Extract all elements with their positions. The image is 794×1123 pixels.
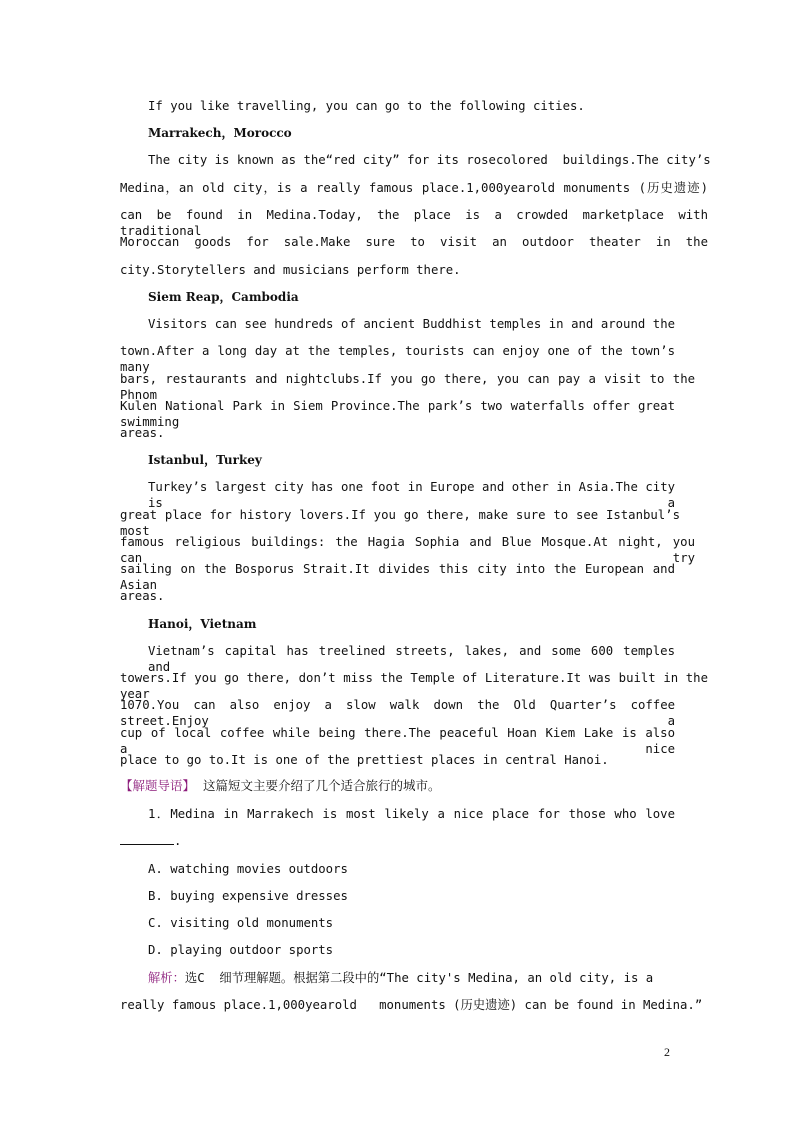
paragraph-line: Vietnam’s capital has treelined streets, lakes, and some 600 temples and [148, 644, 675, 674]
paragraph-line: place to go to.It is one of the prettiest places in central Hanoi. [120, 753, 609, 767]
paragraph-line: Moroccan goods for sale.Make sure to visit an outdoor theater in the [120, 235, 708, 249]
option-d: D. playing outdoor sports [148, 943, 334, 957]
section-heading-hanoi: Hanoi，Vietnam [148, 617, 257, 631]
paragraph-line: 1070.You can also enjoy a slow walk down the Old Quarter’s coffee street.Enjoy a [120, 698, 675, 728]
analysis-line: really famous place.1,000yearold monuments (历史遗迹) can be found in Medina.” [120, 998, 703, 1012]
paragraph-line: towers.If you go there, don’t miss the Temple of Literature.It was built in the year [120, 671, 708, 701]
paragraph-line: Medina，an old city，is a really famous place.1,000yearold monuments (历史遗迹) [120, 181, 708, 195]
guide-line [0, 778, 794, 794]
page-number: 2 [664, 1045, 670, 1059]
section-heading-siem-reap: Siem Reap，Cambodia [148, 290, 299, 304]
question-stem: 1．Medina in Marrakech is most likely a nice place for those who love [148, 807, 675, 821]
analysis-line [0, 970, 794, 986]
paragraph-line: city.Storytellers and musicians perform there. [120, 263, 461, 277]
paragraph-line: great place for history lovers.If you go there, make sure to see Istanbul’s most [120, 508, 680, 538]
paragraph-line: cup of local coffee while being there.The peaceful Hoan Kiem Lake is also a nice [120, 726, 675, 756]
analysis-text: 选C 细节理解题。根据第二段中的“The city's Medina, an old city, is a [184, 971, 654, 985]
section-heading-marrakech: Marrakech，Morocco [148, 126, 292, 140]
intro-text: If you like travelling, you can go to the following cities. [148, 99, 585, 113]
paragraph-line: areas. [120, 589, 165, 603]
paragraph-line: famous religious buildings: the Hagia Sophia and Blue Mosque.At night, you can try [120, 535, 695, 565]
analysis-tag: 解析： [148, 971, 185, 985]
paragraph-line: areas. [120, 426, 165, 440]
paragraph-line: Visitors can see hundreds of ancient Buddhist temples in and around the [148, 317, 675, 331]
blank-line [120, 833, 174, 845]
paragraph-line: can be found in Medina.Today, the place is a crowded marketplace with traditional [120, 208, 708, 238]
paragraph-line: Turkey’s largest city has one foot in Europe and other in Asia.The city is a [148, 480, 675, 510]
answer-blank: . [0, 833, 794, 849]
paragraph-line: town.After a long day at the temples, tourists can enjoy one of the town’s many [120, 344, 675, 374]
option-a: A. watching movies outdoors [148, 862, 348, 876]
paragraph-line: The city is known as the“red city” for its rosecolored buildings.The city’s [148, 153, 711, 167]
guide-tag: 【解题导语】 [120, 778, 196, 793]
section-heading-istanbul: Istanbul，Turkey [148, 453, 262, 467]
option-c: C. visiting old monuments [148, 916, 334, 930]
option-b: B. buying expensive dresses [148, 889, 348, 903]
paragraph-line: sailing on the Bosporus Strait.It divides this city into the European and Asian [120, 562, 675, 592]
paragraph-line: Kulen National Park in Siem Province.The park’s two waterfalls offer great swimming [120, 399, 675, 429]
paragraph-line: bars, restaurants and nightclubs.If you go there, you can pay a visit to the Phnom [120, 372, 695, 402]
guide-text: 这篇短文主要介绍了几个适合旅行的城市。 [195, 778, 441, 793]
